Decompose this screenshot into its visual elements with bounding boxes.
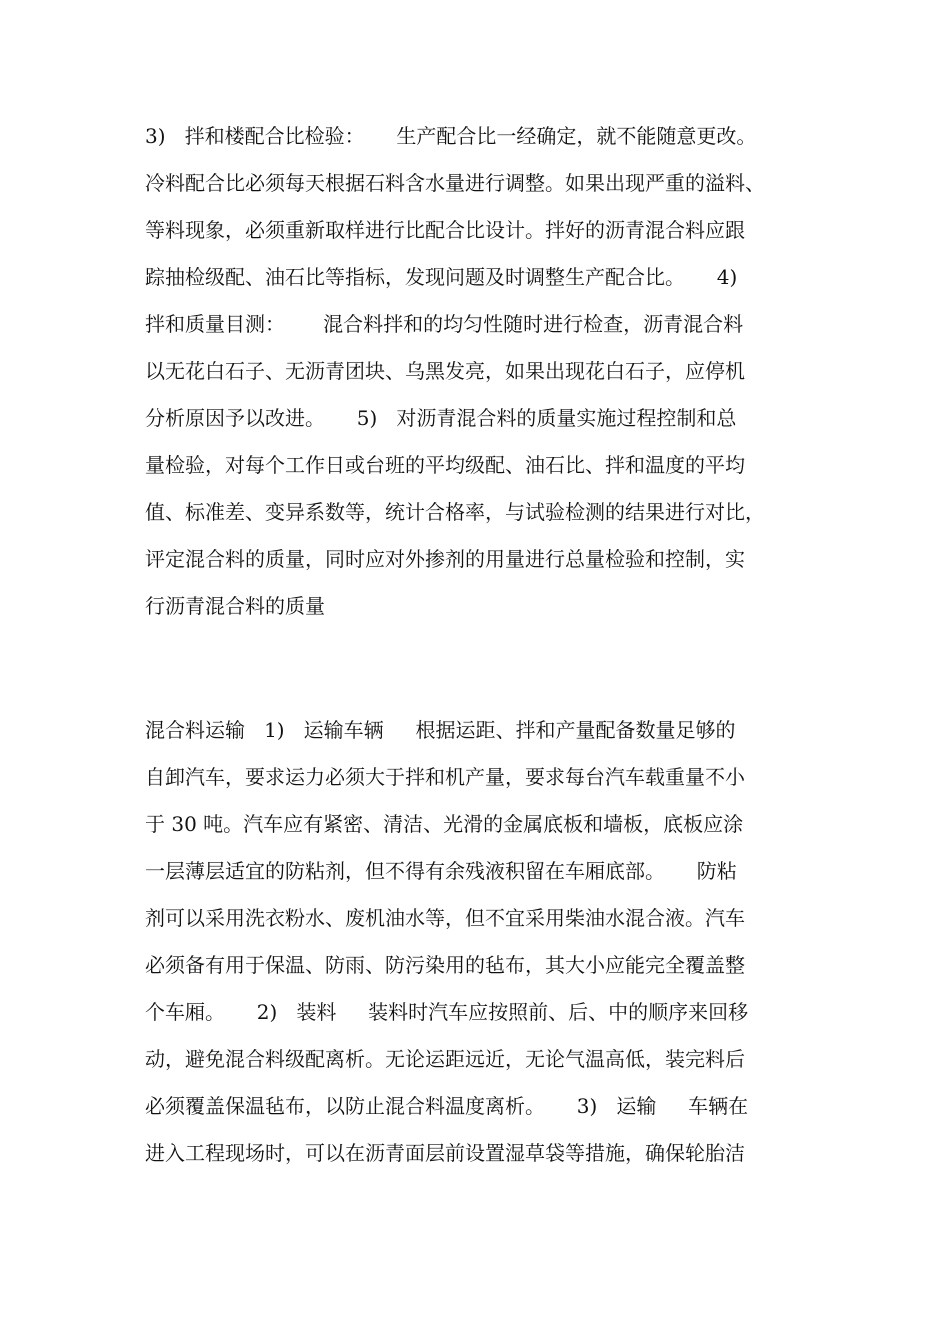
text-line: 拌和质量目测： 混合料拌和的均匀性随时进行检查，沥青混合料 — [145, 312, 744, 336]
text-line: 值、标准差、变异系数等，统计合格率，与试验检测的结果进行对比， — [145, 500, 765, 524]
text-line: 剂可以采用洗衣粉水、废机油水等，但不宜采用柴油水混合液。汽车 — [145, 906, 745, 930]
paragraph-mixing-plant-quality — [145, 113, 815, 630]
text-line: 冷料配合比必须每天根据石料含水量进行调整。如果出现严重的溢料、 — [145, 171, 765, 195]
text-line: 行沥青混合料的质量 — [145, 594, 325, 618]
text-line: 评定混合料的质量，同时应对外掺剂的用量进行总量检验和控制，实 — [145, 547, 745, 571]
paragraph-mixture-transport — [145, 707, 815, 1177]
text-line: 必须备有用于保温、防雨、防污染用的毡布，其大小应能完全覆盖整 — [145, 953, 745, 977]
text-line: 个车厢。 2) 装料 装料时汽车应按照前、后、中的顺序来回移 — [145, 1000, 749, 1024]
text-line: 踪抽检级配、油石比等指标，发现问题及时调整生产配合比。 4) — [145, 265, 738, 289]
text-line: 3) 拌和楼配合比检验： 生产配合比一经确定，就不能随意更改。 — [145, 124, 757, 148]
text-line: 动，避免混合料级配离析。无论运距远近，无论气温高低，装完料后 — [145, 1047, 745, 1071]
text-line: 一层薄层适宜的防粘剂，但不得有余残液积留在车厢底部。 防粘 — [145, 859, 737, 883]
text-line: 量检验，对每个工作日或台班的平均级配、油石比、拌和温度的平均 — [145, 453, 745, 477]
text-line: 混合料运输 1) 运输车辆 根据运距、拌和产量配备数量足够的 — [145, 718, 736, 742]
text-line: 进入工程现场时，可以在沥青面层前设置湿草袋等措施，确保轮胎洁 — [145, 1141, 745, 1165]
text-line: 必须覆盖保温毡布，以防止混合料温度离析。 3) 运输 车辆在 — [145, 1094, 749, 1118]
text-line: 于 30 吨。汽车应有紧密、清洁、光滑的金属底板和墙板，底板应涂 — [145, 812, 744, 836]
text-line: 自卸汽车，要求运力必须大于拌和机产量，要求每台汽车载重量不小 — [145, 765, 745, 789]
text-line: 分析原因予以改进。 5) 对沥青混合料的质量实施过程控制和总 — [145, 406, 737, 430]
text-line: 等料现象，必须重新取样进行比配合比设计。拌好的沥青混合料应跟 — [145, 218, 745, 242]
text-line: 以无花白石子、无沥青团块、乌黑发亮，如果出现花白石子，应停机 — [145, 359, 745, 383]
